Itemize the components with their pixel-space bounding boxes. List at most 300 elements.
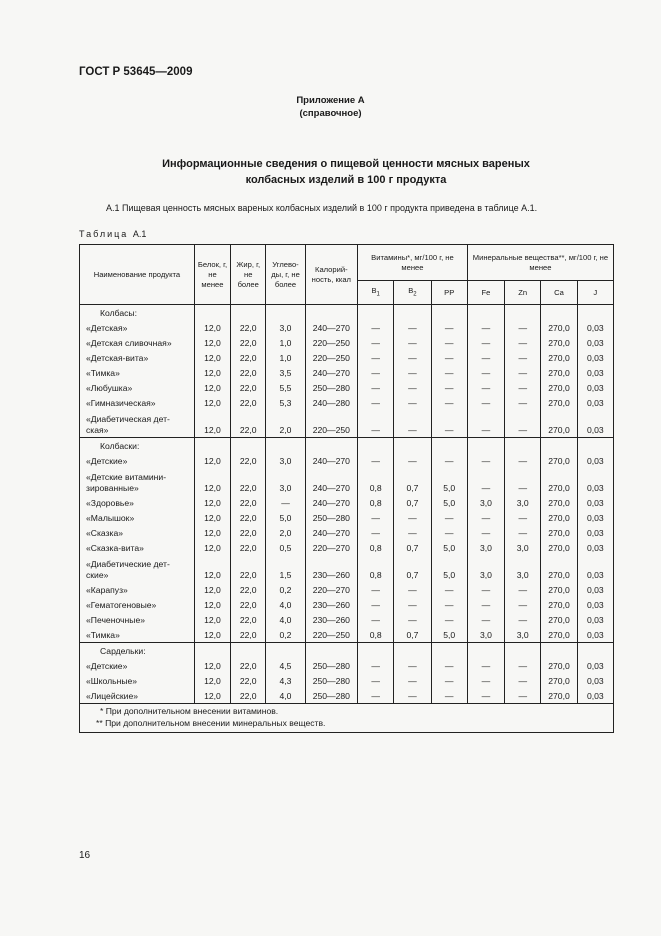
empty-cell (577, 438, 613, 454)
cell-zn: 3,0 (505, 627, 541, 643)
header-j: J (577, 281, 613, 305)
cell-fe: — (467, 658, 504, 673)
cell-j: 0,03 (577, 582, 613, 597)
cell-b1: — (358, 453, 394, 468)
cell-zn: — (505, 468, 541, 495)
appendix-subtitle: (справочное) (299, 108, 362, 119)
cell-zn: — (505, 380, 541, 395)
cell-carbs: 3,0 (266, 468, 305, 495)
section-title-line2: колбасных изделий в 100 г продукта (245, 174, 447, 186)
product-name-line: «Детская» (86, 323, 128, 333)
cell-cal: 220—250 (305, 335, 357, 350)
product-name-line: «Гематогеновые» (86, 600, 157, 610)
cell-fe: — (467, 673, 504, 688)
cell-protein: 12,0 (194, 510, 230, 525)
header-minerals: Минеральные вещества**, мг/100 г, не менее (467, 245, 613, 281)
cell-ca: 270,0 (541, 658, 577, 673)
cell-fat: 22,0 (231, 597, 266, 612)
cell-carbs: 0,5 (266, 540, 305, 555)
cell-protein: 12,0 (194, 320, 230, 335)
empty-cell (394, 643, 431, 659)
cell-ca: 270,0 (541, 540, 577, 555)
empty-cell (194, 438, 230, 454)
cell-pp: 5,0 (431, 555, 467, 582)
cell-j: 0,03 (577, 468, 613, 495)
product-name-line: «Диабетические дет- (86, 559, 170, 569)
product-name-line: «Здоровье» (86, 498, 134, 508)
cell-ca: 270,0 (541, 627, 577, 643)
product-name-line: «Детские» (86, 456, 128, 466)
cell-j: 0,03 (577, 380, 613, 395)
table-row (80, 555, 614, 582)
table-caption-word: Таблица (79, 229, 129, 239)
product-name (80, 380, 195, 395)
table-row (80, 688, 614, 704)
product-name (80, 540, 195, 555)
empty-cell (541, 643, 577, 659)
cell-pp: — (431, 510, 467, 525)
cell-fat: 22,0 (231, 658, 266, 673)
cell-fe: — (467, 320, 504, 335)
cell-b1: 0,8 (358, 540, 394, 555)
empty-cell (505, 643, 541, 659)
table-caption (79, 229, 146, 239)
table-row (80, 350, 614, 365)
cell-zn: — (505, 365, 541, 380)
cell-b2: — (394, 582, 431, 597)
table-row (80, 612, 614, 627)
table-row (80, 410, 614, 438)
product-name (80, 335, 195, 350)
cell-protein: 12,0 (194, 673, 230, 688)
cell-pp: 5,0 (431, 468, 467, 495)
cell-zn: — (505, 350, 541, 365)
group-label: Колбаски: (80, 438, 195, 454)
cell-b1: — (358, 350, 394, 365)
cell-pp: — (431, 612, 467, 627)
product-name-line: «Тимка» (86, 630, 120, 640)
cell-fe: — (467, 365, 504, 380)
product-name (80, 688, 195, 704)
cell-protein: 12,0 (194, 468, 230, 495)
cell-pp: — (431, 320, 467, 335)
empty-cell (231, 643, 266, 659)
empty-cell (541, 305, 577, 321)
cell-b1: — (358, 395, 394, 410)
empty-cell (266, 305, 305, 321)
product-name-line: «Сказка» (86, 528, 124, 538)
cell-fat: 22,0 (231, 673, 266, 688)
product-name-line: ская» (86, 425, 109, 435)
cell-cal: 240—270 (305, 495, 357, 510)
empty-cell (467, 643, 504, 659)
group-header (80, 305, 614, 321)
cell-zn: — (505, 612, 541, 627)
cell-j: 0,03 (577, 658, 613, 673)
cell-b2: 0,7 (394, 540, 431, 555)
cell-j: 0,03 (577, 495, 613, 510)
footnote-vitamins: * При дополнительном внесении витаминов. (100, 706, 279, 716)
cell-pp: — (431, 597, 467, 612)
table-row (80, 597, 614, 612)
cell-cal: 250—280 (305, 688, 357, 704)
cell-pp: 5,0 (431, 495, 467, 510)
empty-cell (305, 643, 357, 659)
cell-pp: — (431, 365, 467, 380)
cell-b1: — (358, 658, 394, 673)
product-name-line: «Печеночные» (86, 615, 146, 625)
empty-cell (431, 438, 467, 454)
cell-fe: — (467, 350, 504, 365)
cell-fat: 22,0 (231, 540, 266, 555)
table-row (80, 380, 614, 395)
cell-b1: — (358, 582, 394, 597)
cell-carbs: 4,3 (266, 673, 305, 688)
cell-b1: — (358, 688, 394, 704)
cell-carbs: 1,0 (266, 350, 305, 365)
cell-b1: — (358, 510, 394, 525)
cell-carbs: 0,2 (266, 627, 305, 643)
product-name (80, 495, 195, 510)
cell-protein: 12,0 (194, 597, 230, 612)
product-name-line: зированные» (86, 483, 139, 493)
table-row (80, 673, 614, 688)
cell-fe: — (467, 335, 504, 350)
cell-b1: — (358, 380, 394, 395)
cell-b2: — (394, 335, 431, 350)
cell-b1: 0,8 (358, 555, 394, 582)
cell-fe: — (467, 380, 504, 395)
page-number: 16 (79, 850, 91, 861)
product-name-line: «Детские витамини- (86, 472, 167, 482)
product-name (80, 525, 195, 540)
empty-cell (577, 305, 613, 321)
cell-fat: 22,0 (231, 525, 266, 540)
product-name-line: «Карапуз» (86, 585, 128, 595)
cell-fe: — (467, 410, 504, 438)
appendix-title: Приложение А (296, 95, 365, 106)
cell-protein: 12,0 (194, 410, 230, 438)
cell-pp: — (431, 350, 467, 365)
cell-carbs: 3,0 (266, 320, 305, 335)
cell-protein: 12,0 (194, 365, 230, 380)
cell-fat: 22,0 (231, 320, 266, 335)
product-name (80, 510, 195, 525)
footnotes (80, 704, 614, 733)
cell-j: 0,03 (577, 335, 613, 350)
header-vitamins: Витамины*, мг/100 г, не менее (358, 245, 468, 281)
cell-j: 0,03 (577, 453, 613, 468)
cell-b2: — (394, 597, 431, 612)
cell-ca: 270,0 (541, 525, 577, 540)
cell-zn: — (505, 582, 541, 597)
cell-protein: 12,0 (194, 627, 230, 643)
cell-b2: — (394, 658, 431, 673)
cell-b1: — (358, 365, 394, 380)
cell-fat: 22,0 (231, 612, 266, 627)
product-name-line: «Малышок» (86, 513, 135, 523)
table-row (80, 540, 614, 555)
empty-cell (358, 438, 394, 454)
cell-zn: — (505, 335, 541, 350)
cell-cal: 220—270 (305, 540, 357, 555)
header-fe: Fe (467, 281, 504, 305)
empty-cell (194, 643, 230, 659)
cell-ca: 270,0 (541, 410, 577, 438)
cell-protein: 12,0 (194, 612, 230, 627)
cell-zn: — (505, 525, 541, 540)
cell-b1: — (358, 673, 394, 688)
cell-carbs: 2,0 (266, 410, 305, 438)
header-ca: Ca (541, 281, 577, 305)
cell-j: 0,03 (577, 555, 613, 582)
product-name (80, 395, 195, 410)
cell-b2: — (394, 612, 431, 627)
cell-b1: — (358, 597, 394, 612)
cell-carbs: 5,3 (266, 395, 305, 410)
cell-b2: 0,7 (394, 468, 431, 495)
cell-ca: 270,0 (541, 612, 577, 627)
cell-protein: 12,0 (194, 453, 230, 468)
cell-j: 0,03 (577, 410, 613, 438)
cell-cal: 230—260 (305, 555, 357, 582)
group-label: Сардельки: (80, 643, 195, 659)
cell-b2: 0,7 (394, 555, 431, 582)
cell-ca: 270,0 (541, 380, 577, 395)
cell-j: 0,03 (577, 540, 613, 555)
cell-ca: 270,0 (541, 453, 577, 468)
header-fat: Жир, г, не более (231, 245, 266, 305)
header-name: Наименование продукта (80, 245, 195, 305)
cell-ca: 270,0 (541, 335, 577, 350)
cell-zn: — (505, 395, 541, 410)
nutrition-table (79, 244, 614, 733)
product-name (80, 320, 195, 335)
product-name-line: «Детские» (86, 661, 128, 671)
cell-protein: 12,0 (194, 380, 230, 395)
cell-cal: 230—260 (305, 597, 357, 612)
cell-zn: — (505, 410, 541, 438)
cell-carbs: 5,0 (266, 510, 305, 525)
cell-fat: 22,0 (231, 410, 266, 438)
cell-carbs: 0,2 (266, 582, 305, 597)
cell-ca: 270,0 (541, 350, 577, 365)
cell-j: 0,03 (577, 673, 613, 688)
header-b1 (358, 281, 394, 305)
document-header: ГОСТ Р 53645—2009 (79, 66, 193, 78)
cell-carbs: 5,5 (266, 380, 305, 395)
product-name-line: «Детская сливочная» (86, 338, 172, 348)
footnote-minerals: ** При дополнительном внесении минеральных веществ. (96, 717, 326, 728)
cell-fat: 22,0 (231, 365, 266, 380)
product-name (80, 597, 195, 612)
cell-pp: — (431, 335, 467, 350)
cell-zn: — (505, 597, 541, 612)
cell-pp: — (431, 582, 467, 597)
cell-zn: — (505, 510, 541, 525)
table-row (80, 510, 614, 525)
cell-ca: 270,0 (541, 688, 577, 704)
empty-cell (358, 643, 394, 659)
cell-protein: 12,0 (194, 395, 230, 410)
cell-b2: — (394, 410, 431, 438)
empty-cell (467, 438, 504, 454)
cell-j: 0,03 (577, 365, 613, 380)
table-body (80, 305, 614, 704)
cell-fe: — (467, 395, 504, 410)
cell-fat: 22,0 (231, 335, 266, 350)
cell-carbs: 3,5 (266, 365, 305, 380)
cell-b2: — (394, 380, 431, 395)
cell-b2: — (394, 365, 431, 380)
product-name (80, 582, 195, 597)
table-row (80, 495, 614, 510)
cell-protein: 12,0 (194, 335, 230, 350)
cell-fat: 22,0 (231, 395, 266, 410)
cell-cal: 250—280 (305, 380, 357, 395)
cell-b1: 0,8 (358, 468, 394, 495)
product-name-line: «Диабетическая дет- (86, 414, 170, 424)
cell-b2: — (394, 673, 431, 688)
table-row (80, 658, 614, 673)
header-zn: Zn (505, 281, 541, 305)
table-row (80, 582, 614, 597)
empty-cell (305, 305, 357, 321)
cell-ca: 270,0 (541, 582, 577, 597)
cell-b2: — (394, 510, 431, 525)
cell-cal: 220—270 (305, 582, 357, 597)
product-name (80, 410, 195, 438)
cell-ca: 270,0 (541, 495, 577, 510)
table-row (80, 395, 614, 410)
cell-carbs: 4,0 (266, 597, 305, 612)
empty-cell (577, 643, 613, 659)
cell-cal: 240—270 (305, 453, 357, 468)
cell-cal: 240—280 (305, 395, 357, 410)
cell-pp: — (431, 525, 467, 540)
table-row (80, 365, 614, 380)
product-name (80, 658, 195, 673)
cell-zn: — (505, 673, 541, 688)
cell-b2: — (394, 688, 431, 704)
cell-protein: 12,0 (194, 350, 230, 365)
header-carbs: Углево-ды, г, не более (266, 245, 305, 305)
cell-b2: — (394, 395, 431, 410)
cell-ca: 270,0 (541, 320, 577, 335)
product-name (80, 555, 195, 582)
table-row (80, 525, 614, 540)
cell-carbs: 1,5 (266, 555, 305, 582)
cell-protein: 12,0 (194, 688, 230, 704)
empty-cell (394, 305, 431, 321)
cell-fe: — (467, 597, 504, 612)
cell-ca: 270,0 (541, 510, 577, 525)
cell-fe: 3,0 (467, 555, 504, 582)
cell-fat: 22,0 (231, 380, 266, 395)
product-name-line: «Лицейские» (86, 691, 139, 701)
product-name (80, 350, 195, 365)
cell-fe: — (467, 510, 504, 525)
cell-fe: 3,0 (467, 495, 504, 510)
table-row (80, 627, 614, 643)
cell-fat: 22,0 (231, 555, 266, 582)
empty-cell (505, 438, 541, 454)
cell-j: 0,03 (577, 510, 613, 525)
cell-cal: 250—280 (305, 510, 357, 525)
cell-pp: — (431, 673, 467, 688)
header-b1-label: B (371, 285, 377, 295)
cell-ca: 270,0 (541, 365, 577, 380)
cell-b1: 0,8 (358, 627, 394, 643)
empty-cell (394, 438, 431, 454)
cell-zn: 3,0 (505, 555, 541, 582)
cell-fat: 22,0 (231, 350, 266, 365)
cell-j: 0,03 (577, 395, 613, 410)
cell-fe: 3,0 (467, 627, 504, 643)
cell-cal: 240—270 (305, 365, 357, 380)
empty-cell (231, 438, 266, 454)
cell-cal: 230—260 (305, 612, 357, 627)
group-header (80, 643, 614, 659)
cell-fat: 22,0 (231, 468, 266, 495)
product-name-line: «Гимназическая» (86, 398, 156, 408)
cell-b2: 0,7 (394, 627, 431, 643)
product-name-line: «Тимка» (86, 368, 120, 378)
cell-pp: — (431, 658, 467, 673)
cell-b1: — (358, 410, 394, 438)
cell-j: 0,03 (577, 612, 613, 627)
cell-b1: — (358, 320, 394, 335)
cell-cal: 240—270 (305, 525, 357, 540)
cell-cal: 240—270 (305, 468, 357, 495)
cell-b1: — (358, 335, 394, 350)
cell-fat: 22,0 (231, 510, 266, 525)
group-label: Колбасы: (80, 305, 195, 321)
cell-carbs: 4,0 (266, 688, 305, 704)
table-row (80, 320, 614, 335)
product-name (80, 673, 195, 688)
cell-carbs: — (266, 495, 305, 510)
cell-j: 0,03 (577, 597, 613, 612)
cell-cal: 220—250 (305, 627, 357, 643)
cell-b2: — (394, 525, 431, 540)
cell-fe: — (467, 468, 504, 495)
cell-fe: — (467, 525, 504, 540)
empty-cell (431, 643, 467, 659)
cell-fe: — (467, 688, 504, 704)
cell-protein: 12,0 (194, 658, 230, 673)
cell-pp: — (431, 688, 467, 704)
product-name (80, 468, 195, 495)
cell-ca: 270,0 (541, 395, 577, 410)
empty-cell (194, 305, 230, 321)
cell-pp: — (431, 395, 467, 410)
cell-carbs: 3,0 (266, 453, 305, 468)
cell-cal: 250—280 (305, 673, 357, 688)
cell-b2: 0,7 (394, 495, 431, 510)
cell-zn: — (505, 453, 541, 468)
cell-pp: — (431, 453, 467, 468)
cell-protein: 12,0 (194, 495, 230, 510)
group-header (80, 438, 614, 454)
cell-carbs: 1,0 (266, 335, 305, 350)
cell-fe: — (467, 612, 504, 627)
cell-zn: — (505, 658, 541, 673)
empty-cell (431, 305, 467, 321)
header-b2-label: B (408, 285, 414, 295)
empty-cell (231, 305, 266, 321)
cell-protein: 12,0 (194, 525, 230, 540)
